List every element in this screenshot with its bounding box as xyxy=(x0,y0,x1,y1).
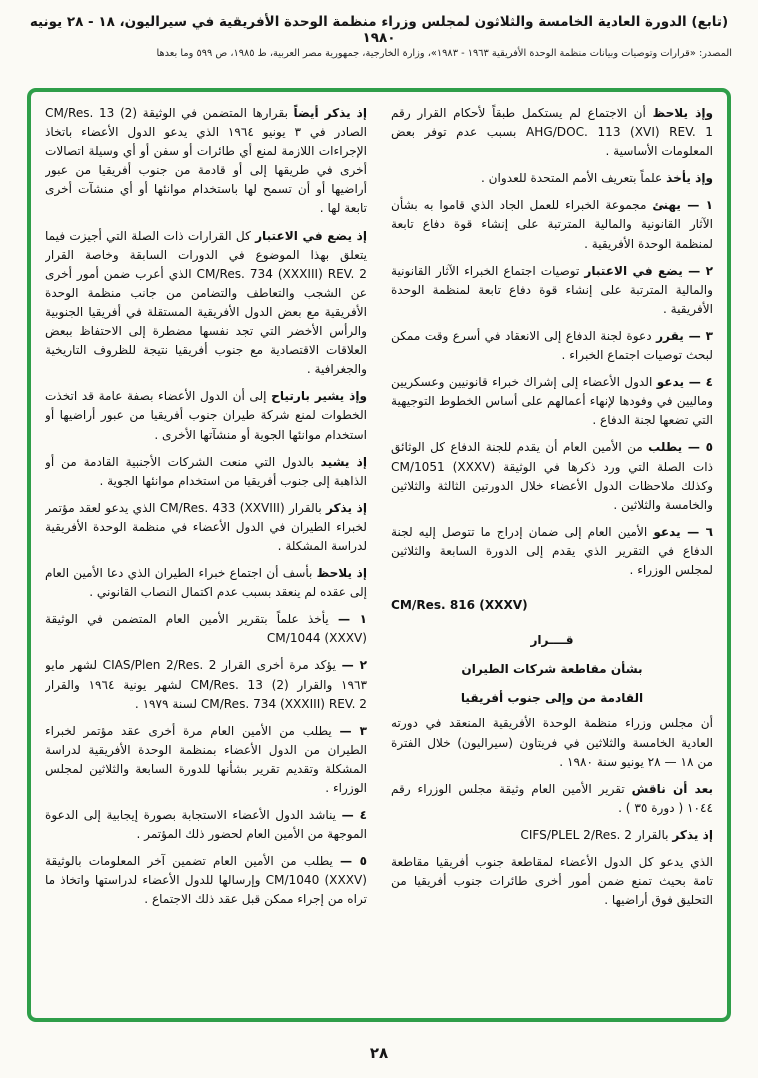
paragraph-rest: قــــرار xyxy=(530,633,574,648)
paragraph-lead: ٢ — يضع في الاعتبار xyxy=(584,263,713,278)
paragraph-rest: بقرارها المتضمن في الوثيقة CM/Res. 13 (2) الصادر في ٣ يونيو ١٩٦٤ الذي يدعو الدول الأعضاء باتخاذ الإجراءات اللازمة لمنع أي طائرات أو سفن أو أي وسيلة اتصالات أخرى في طريقها إلى أو قادمة من جنوب أفريقيا من عبور أراضيها أو أن تسمح لها باستخدام موانئها أو أي منشآت أخرى تابعة لها . xyxy=(45,106,367,216)
paragraph-rest: الدول الأعضاء إلى إشراك خبراء قانونيين وعسكريين وماليين في وفودها لإنهاء أعمالهم على أساس الخطوط التوجيهية التي تضعها لجنة الدفاع . xyxy=(391,375,713,428)
paragraph-rest: أن الاجتماع لم يستكمل طبقاً لأحكام القرار رقم AHG/DOC. 113 (XVI) REV. 1 بسبب عدم توفر بعض المعلومات الأساسية . xyxy=(391,106,713,159)
paragraph xyxy=(45,499,367,556)
paragraph xyxy=(391,689,713,708)
paragraph-rest: CM/Res. 816 (XXXV) xyxy=(391,598,528,613)
source-citation: المصدر: «قرارات وتوصيات وبيانات منظمة الوحدة الأفريقية ١٩٦٣ - ١٩٨٣»، وزارة الخارجية، جمهورية مصر العربية، ط ١٩٨٥، ص ٥٩٩ وما بعدها xyxy=(156,48,732,59)
paragraph-lead: إذ يذكر xyxy=(672,827,713,842)
paragraph-rest: بشأن مقاطعة شركات الطيران xyxy=(461,662,643,677)
paragraph xyxy=(45,453,367,491)
paragraph-rest: يطلب من الأمين العام تضمين آخر المعلومات بالوثيقة CM/1040 (XXXV) وإرسالها للدول الأعضاء لدراستها واتخاذ ما تراه من إجراء ممكن قبل عقد ذلك الاجتماع . xyxy=(45,854,368,907)
paragraph-rest: كل القرارات ذات الصلة التي أجيزت فيما يتعلق بهذا الموضوع في الدورات السابقة وخاصة القرار CM/Res. 734 (XXXIII) REV. 2 الذي أعرب ضمن أمور أخرى عن الشجب والتعاطف والتضامن من جانب منظمة الوحدة الأفريقية مع بعض الدول الأفريقية المستقلة في أفريقيا الجنوبية والرأس الأخضر التي تجد نفسها مضطرة إلى الاحتفاظ ببعض العلاقات الاقتصادية مع جنوب أفريقيا نتيجة للظروف التاريخية والجغرافية . xyxy=(45,228,367,377)
two-column-layout xyxy=(45,104,713,1006)
column-right xyxy=(391,104,713,1006)
column-left xyxy=(45,104,367,1006)
paragraph xyxy=(45,227,367,380)
paragraph-lead: وإذ يأخذ xyxy=(666,171,713,186)
paragraph xyxy=(391,327,713,365)
paragraph xyxy=(391,714,713,771)
paragraph xyxy=(45,564,367,602)
paragraph-lead: ٤ — xyxy=(341,808,367,823)
paragraph xyxy=(391,631,713,650)
paragraph-rest: مجموعة الخبراء للعمل الجاد الذي قاموا به بشأن الآثار القانونية والمالية المترتبة على إنشاء قوة دفاع تابعة لمنظمة الوحدة الأفريقية . xyxy=(391,198,713,251)
paragraph xyxy=(45,104,367,219)
paragraph-lead: ٣ — xyxy=(339,723,367,738)
paragraph-rest: بأسف أن اجتماع خبراء الطيران الذي دعا الأمين العام إلى عقده لم ينعقد بسبب عدم اكتمال النصاب القانوني . xyxy=(45,566,367,600)
paragraph xyxy=(391,596,713,615)
paragraph-rest: يناشد الدول الأعضاء الاستجابة بصورة إيجابية إلى الدعوة الموجهة من الأمين العام لحضور ذلك المؤتمر . xyxy=(45,808,367,842)
paragraph xyxy=(45,806,367,844)
paragraph xyxy=(391,523,713,580)
paragraph-lead: بعد أن ناقش xyxy=(631,781,713,796)
paragraph xyxy=(391,438,713,514)
paragraph xyxy=(45,656,367,713)
paragraph-lead: ٢ — xyxy=(341,658,367,673)
paragraph-rest: من الأمين العام أن يقدم للجنة الدفاع كل الوثائق ذات الصلة التي ورد ذكرها في الوثيقة CM/1051 (XXXV) وكذلك ملاحظات الدول الأعضاء خلال الدورتين الثالثة والثلاثين والخامسة والثلاثين . xyxy=(391,440,713,512)
paragraph-rest: يطلب من الأمين العام مرة أخرى عقد مؤتمر لخبراء الطيران من الدول الأعضاء بمنظمة الوحدة الأفريقية لدراسة المشكلة وتقديم تقرير بشأنها للدورة السابعة والثلاثين لمجلس الوزراء . xyxy=(45,723,367,795)
paragraph xyxy=(45,722,367,798)
page-number: ٢٨ xyxy=(369,1044,389,1062)
paragraph xyxy=(45,387,367,444)
paragraph xyxy=(391,169,713,188)
paragraph xyxy=(45,852,367,909)
paragraph-rest: علماً بتعريف الأمم المتحدة للعدوان . xyxy=(480,171,667,186)
paragraph xyxy=(391,262,713,319)
green-border-frame xyxy=(27,88,731,1022)
paragraph xyxy=(391,660,713,679)
paragraph-lead: ١ — xyxy=(337,612,367,627)
paragraph-rest: بالقرار CIFS/PLEL 2/Res. 2 xyxy=(520,827,673,842)
paragraph-rest: الذي يدعو كل الدول الأعضاء لمقاطعة جنوب أفريقيا مقاطعة تامة بحيث تمنع ضمن أمور أخرى طائرات جنوب أفريقيا من التحليق فوق أراضيها . xyxy=(391,855,713,908)
paragraph-rest: القادمة من وإلى جنوب أفريقيا xyxy=(460,691,644,706)
paragraph-lead: إذ يشيد xyxy=(320,454,367,469)
paragraph xyxy=(391,104,713,161)
page-title: (تابع) الدورة العادية الخامسة والثلاثون لمجلس وزراء منظمة الوحدة الأفريقية في سيراليون، ١٨ - ٢٨ يونيه ١٩٨٠ xyxy=(29,14,729,46)
paragraph-rest: الأمين العام إلى ضمان إدراج ما تتوصل إليه لجنة الدفاع في التقرير الذي يقدم إلى الدورة السابعة والثلاثين لمجلس الوزراء . xyxy=(391,524,713,577)
paragraph-lead: ٦ — يدعو xyxy=(653,524,713,539)
paragraph-lead: ٤ — يدعو xyxy=(656,375,713,390)
paragraph xyxy=(391,780,713,818)
paragraph-rest: توصيات اجتماع الخبراء الآثار القانونية والمالية المترتبة على إنشاء قوة دفاع تابعة لمنظمة الوحدة الأفريقية . xyxy=(391,263,713,316)
paragraph xyxy=(391,853,713,910)
paragraph-lead: إذ يذكر xyxy=(325,500,367,515)
paragraph-rest: يأخذ علماً بتقرير الأمين العام المتضمن في الوثيقة CM/1044 (XXXV) xyxy=(45,612,367,646)
paragraph-rest: دعوة لجنة الدفاع إلى الانعقاد في أسرع وقت ممكن لبحث توصيات اجتماع الخبراء . xyxy=(391,328,713,363)
paragraph-rest: إلى أن الدول الأعضاء بصفة عامة قد اتخذت الخطوات لمنع شركة طيران جنوب أفريقيا من عبور أراضيها أو استخدام موانئها الجوية أو منشآتها الأخرى . xyxy=(45,389,367,442)
paragraph xyxy=(391,196,713,253)
paragraph-lead: وإذ يلاحظ xyxy=(652,106,713,120)
paragraph-lead: إذ يضع في الاعتبار xyxy=(255,228,367,243)
paragraph-lead: ١ — يهنئ xyxy=(652,198,713,213)
paragraph-rest: يؤكد مرة أخرى القرار CIAS/Plen 2/Res. 2 لشهر مايو ١٩٦٣ والقرار CM/Res. 13 (2) لشهر يونية ١٩٦٤ والقرار CM/Res. 734 (XXXIII) REV. 2 لسنة ١٩٧٩ . xyxy=(45,658,367,711)
paragraph-lead: ٣ — يقرر xyxy=(656,328,713,343)
paragraph-rest: أن مجلس وزراء منظمة الوحدة الأفريقية المنعقد في دورته العادية الخامسة والثلاثين في فريتاون (سيراليون) خلال الفترة من ١٨ — ٢٨ يونيو سنة ١٩٨٠ . xyxy=(391,716,713,769)
paragraph-lead: إذ يلاحظ xyxy=(316,566,367,581)
paragraph xyxy=(45,610,367,648)
paragraph-rest: بالدول التي منعت الشركات الأجنبية القادمة من أو الذاهبة إلى جنوب أفريقيا من استخدام موانئها الجوية . xyxy=(45,454,367,488)
paragraph-lead: ٥ — يطلب xyxy=(648,440,713,455)
paragraph xyxy=(391,826,713,845)
paragraph-rest: تقرير الأمين العام وثيقة مجلس الوزراء رقم ١٠٤٤ ( دورة ٣٥ ) . xyxy=(391,781,713,815)
paragraph-lead: وإذ يشير بارتياح xyxy=(271,389,367,404)
paragraph xyxy=(391,373,713,430)
paragraph-lead: إذ يذكر أيضاً xyxy=(293,106,367,120)
paragraph-lead: ٥ — xyxy=(340,854,367,869)
paragraph-rest: بالقرار CM/Res. 433 (XXVIII) الذي يدعو لعقد مؤتمر لخبراء الطيران في الدول الأعضاء في منظمة الوحدة الأفريقية لدراسة المشكلة . xyxy=(45,500,367,553)
